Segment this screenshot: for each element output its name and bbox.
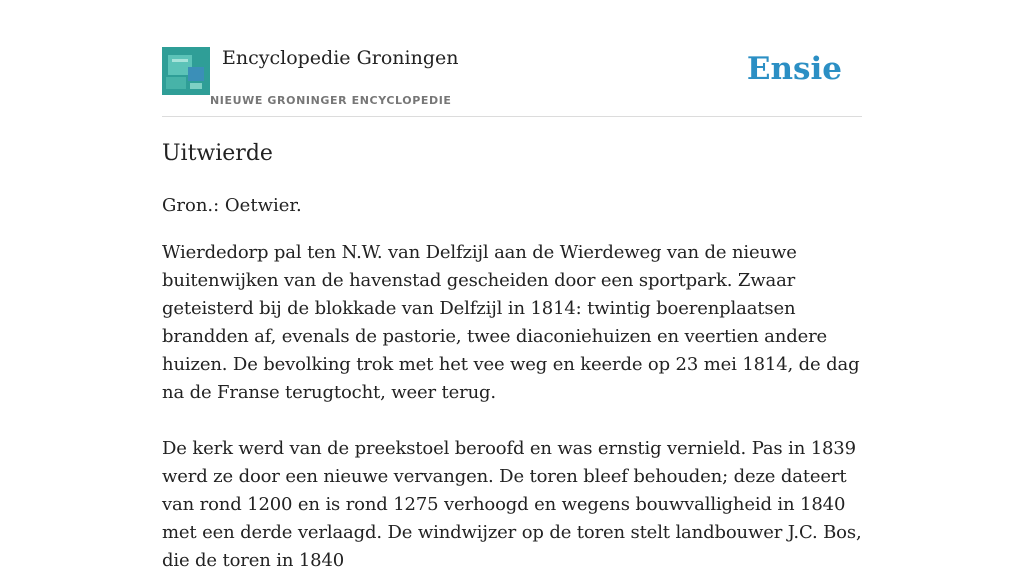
article-synonym: Gron.: Oetwier. (162, 195, 302, 216)
article-paragraph: Wierdedorp pal ten N.W. van Delfzijl aan de Wierdeweg van de nieuwe buitenwijken van de havenstad gescheiden door een sportpark. Zwaar geteisterd bij de blokkade van Delfzijl in 1814: twintig boerenplaatsen brandden af, evenals de pastorie, twee diaconiehuizen en veertien andere huizen. De bevolking trok met het vee weg en keerde op 23 mei 1814, de dag na de Franse terugtocht, weer terug. (162, 242, 860, 403)
encyclopedia-logo[interactable] (162, 47, 210, 95)
site-header (162, 46, 862, 117)
site-subtitle: NIEUWE GRONINGER ENCYCLOPEDIE (210, 94, 452, 107)
site-title[interactable]: Encyclopedie Groningen (222, 47, 459, 69)
article-title: Uitwierde (162, 141, 273, 166)
article (162, 138, 872, 575)
article-paragraph: De kerk werd van de preekstoel beroofd en was ernstig vernield. Pas in 1839 werd ze door een nieuwe vervangen. De toren bleef behouden; deze dateert van rond 1200 en is rond 1275 verhoogd en wegens bouwvalligheid in 1840 met een derde verlaagd. De windwijzer op de toren stelt landbouwer J.C. Bos, die de toren in 1840 (162, 438, 862, 571)
ensie-brand-link[interactable]: Ensie (746, 51, 842, 87)
